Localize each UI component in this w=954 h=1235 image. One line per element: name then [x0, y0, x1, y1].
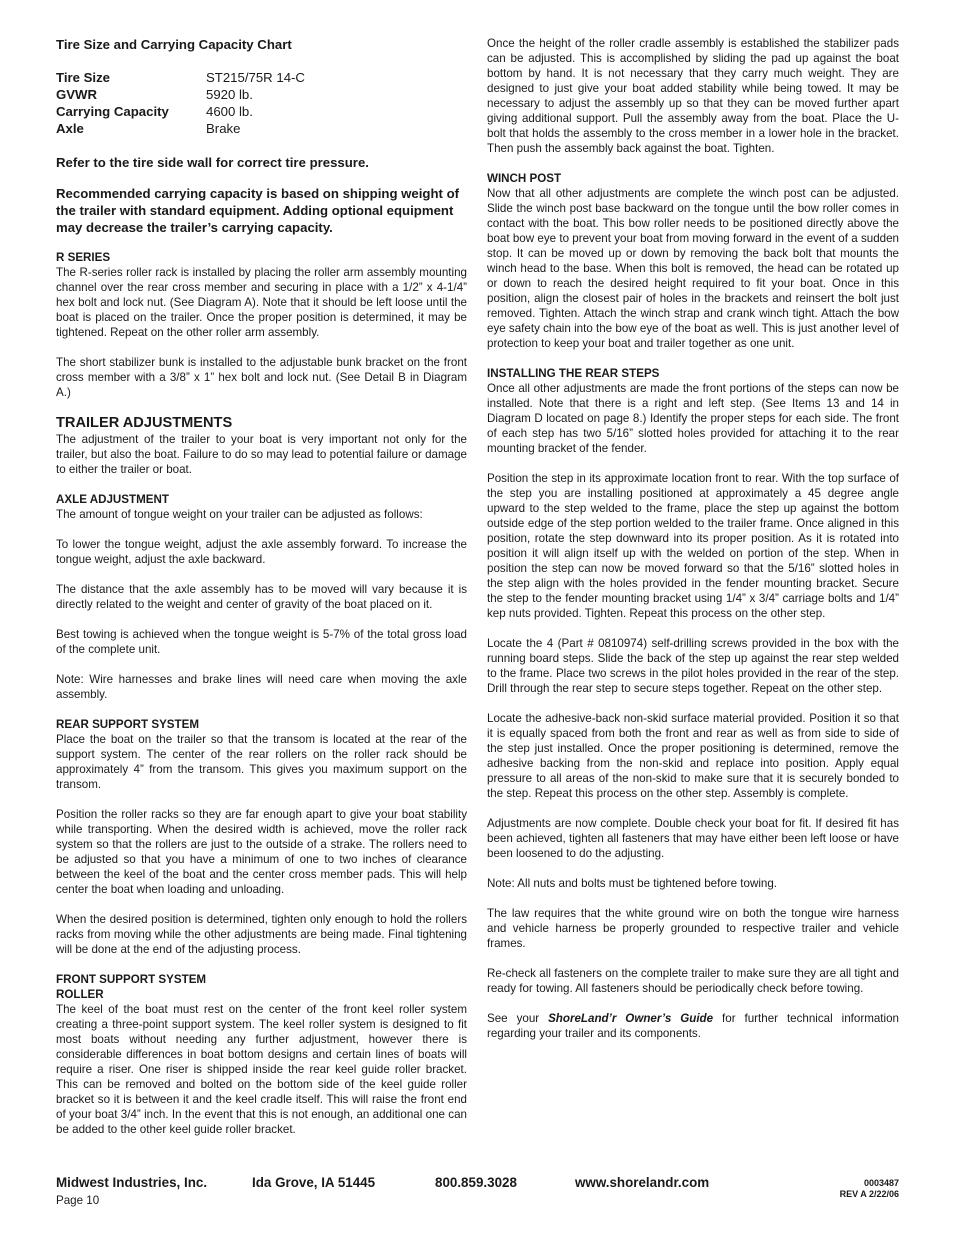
- spec-row: [56, 120, 467, 137]
- document-id: [840, 1178, 899, 1200]
- final-paragraph: Note: All nuts and bolts must be tightened before towing.: [487, 877, 778, 890]
- page-number: Page 10: [56, 1194, 100, 1207]
- spec-label: GVWR: [56, 87, 98, 102]
- axle-paragraph: Note: Wire harnesses and brake lines will need care when moving the axle assembly.: [56, 673, 467, 701]
- roller-heading: ROLLER: [56, 988, 104, 1001]
- spec-row: [56, 86, 467, 103]
- revision: REV A 2/22/06: [839, 1189, 899, 1199]
- left-column: [56, 36, 467, 1152]
- r-series-heading: R SERIES: [56, 251, 111, 264]
- rear-support-paragraph: Position the roller racks so they are far enough apart to give your boat stability while transporting. When the desired width is achieved, move the roller rack system so that the rollers are just to the outside of a strake. The rollers need to be adjusted so that you have a minimum of one to two inches of clearance between the keel of the boat and the center cross member pads. This will help center the boat when loading and unloading.: [56, 808, 467, 896]
- winch-post-paragraph: Now that all other adjustments are complete the winch post can be adjusted. Slide the winch post base backward on the tongue until the bow roller comes in contact with the boat. This bow roller needs to be positioned directly above the boat bow eye to prevent your boat from moving forward in the event of a sudden stop. It can be moved up or down by removing the back bolt that mounts the winch head to the base. When this bolt is removed, the head can be rotated up or down to reach the desired height required to fit your boat. Once in this position, align the closest pair of holes in the brackets and reinsert the bolt just removed. Tighten. Attach the winch strap and crank winch tight. Attach the bow eye safety chain into the bow eye of the boat as well. This is just another level of protection to keep your boat and trailer together as one unit.: [487, 187, 899, 350]
- axle-adjustment-heading: AXLE ADJUSTMENT: [56, 493, 169, 506]
- r-series-paragraph: The short stabilizer bunk is installed to the adjustable bunk bracket on the front cross member with a 3/8” x 1” hex bolt and lock nut. (See Detail B in Diagram A.): [56, 356, 467, 399]
- spec-value: Brake: [206, 121, 241, 136]
- roller-paragraph: The keel of the boat must rest on the center of the front keel roller system creating a three-point support system. The keel roller system is designed to fit most boats without needing any further adjustment, however there is considerable differences in boat bottom designs and certain lines of boats will require a riser. One riser is shipped inside the rear keel guide roller bracket. This can be removed and bolted on the bottom side of the keel guide roller bracket so it is between it and the keel cradle itself. This will raise the front end of your boat 3/4” inch. In the event that this is not enough, an additional one can be added to the other keel guide roller bracket.: [56, 1003, 467, 1136]
- spec-label: Tire Size: [56, 70, 110, 85]
- r-series-paragraph: The R-series roller rack is installed by placing the roller arm assembly mounting channel over the rear cross member and securing in place with a 1/2” x 4-1/4” hex bolt and lock nut. (See Diagram A). Note that it should be left loose until the boat is placed on the trailer. Once the proper position is determined, it may be tightened. Repeat on the other roller arm assembly.: [56, 266, 467, 339]
- rear-support-heading: REAR SUPPORT SYSTEM: [56, 718, 200, 731]
- final-paragraph: Adjustments are now complete. Double check your boat for fit. If desired fit has been achieved, tighten all fasteners that may have either been left loose or have been loosened to do the adjusting.: [487, 817, 899, 860]
- trailer-adjustments-paragraph: The adjustment of the trailer to your boat is very important not only for the trailer, but also the boat. Failure to do so may lead to potential failure or damage to either the trailer or boat.: [56, 433, 467, 476]
- front-support-heading: FRONT SUPPORT SYSTEM: [56, 973, 207, 986]
- final-paragraph: Re-check all fasteners on the complete trailer to make sure they are all tight and ready for towing. All fasteners should be periodically check before towing.: [487, 967, 899, 995]
- tire-spec-table: [56, 69, 467, 137]
- spec-label: Carrying Capacity: [56, 104, 169, 119]
- owners-guide-paragraph: [487, 1011, 899, 1041]
- rear-steps-paragraph: Position the step in its approximate location front to rear. With the top surface of the step you are installing positioned at approximately a 45 degree angle upward to the step welded to the frame, place the step up against the bottom outside edge of the step portion welded to the trailer frame. Once aligned in this position, rotate the step downward into its proper position. As it is rotated into position it will align itself up with the welded on portion of the step. When in position the step can now be moved forward so that the 5/16” slotted holes in the step align with the holes provided in the fender mounting bracket. Secure the step to the fender mounting bracket using 1/4” x 3/4” carriage bolts and 1/4” kep nuts provided. Tighten. Repeat this process on the other step.: [487, 472, 899, 620]
- owners-guide-title: ShoreLand’r Owner’s Guide: [548, 1012, 714, 1025]
- spec-row: [56, 103, 467, 120]
- cradle-paragraph: Once the height of the roller cradle assembly is established the stabilizer pads can be adjusted. This is accomplished by sliding the pad up against the boat bottom by hand. It is not necessary that they carry much weight. They are designed to just give your boat added stability while being towed. It may be necessary to adjust the assembly up so that they can be moved further apart giving additional support. Pull the assembly away from the boat. Place the U-bolt that holds the assembly to the cross member in a lower hole in the bracket. Then push the assembly back against the boat. Tighten.: [487, 37, 899, 155]
- capacity-note: Recommended carrying capacity is based on shipping weight of the trailer with standard equipment. Adding optional equipment may decrease the trailer’s carrying capacity.: [56, 186, 460, 235]
- spec-label: Axle: [56, 121, 84, 136]
- page-footer: [56, 1175, 899, 1215]
- rear-steps-heading: INSTALLING THE REAR STEPS: [487, 367, 660, 380]
- trailer-adjustments-heading: TRAILER ADJUSTMENTS: [56, 415, 233, 431]
- guide-prefix: See your: [487, 1012, 549, 1025]
- right-column: [487, 36, 899, 1056]
- footer-city: Ida Grove, IA 51445: [252, 1175, 376, 1190]
- spec-value: ST215/75R 14-C: [206, 70, 305, 85]
- spec-value: 5920 lb.: [206, 87, 253, 102]
- footer-phone: 800.859.3028: [435, 1175, 517, 1190]
- rear-steps-paragraph: Locate the adhesive-back non-skid surface material provided. Position it so that it is equally spaced from both the front and rear as well as from side to side of the step just installed. Once the proper positioning is determined, remove the adhesive backing from the non-skid and replace into position. Apply equal pressure to all areas of the non-skid to make sure that it is securely bonded to the step. Repeat this process on the other step. Assembly is complete.: [487, 712, 899, 800]
- rear-support-paragraph: When the desired position is determined, tighten only enough to hold the rollers racks from moving while the other adjustments are being made. Final tightening will be done at the end of the adjusting process.: [56, 913, 467, 956]
- axle-paragraph: The distance that the axle assembly has to be moved will vary because it is directly related to the weight and center of gravity of the boat placed on it.: [56, 583, 467, 611]
- winch-post-heading: WINCH POST: [487, 172, 562, 185]
- spec-row: [56, 69, 467, 86]
- footer-website[interactable]: www.shorelandr.com: [575, 1175, 710, 1190]
- chart-title: Tire Size and Carrying Capacity Chart: [56, 37, 292, 52]
- spec-value: 4600 lb.: [206, 104, 253, 119]
- footer-company: Midwest Industries, Inc.: [56, 1175, 208, 1190]
- doc-number: 0003487: [863, 1178, 899, 1188]
- tire-pressure-note: Refer to the tire side wall for correct tire pressure.: [56, 155, 369, 170]
- rear-steps-paragraph: Locate the 4 (Part # 0810974) self-drilling screws provided in the box with the running board steps. Slide the back of the step up against the rear step welded to the frame. Place two screws in the pilot holes provided in the rear of the step. Drill through the rear step to secure steps together. Repeat on the other step.: [487, 637, 899, 695]
- rear-steps-paragraph: Once all other adjustments are made the front portions of the steps can now be installed. Note that there is a right and left step. (See Items 13 and 14 in Diagram D located on page 8.) Identify the proper steps for each side. The front of each step has two 5/16” slotted holes provided for attaching it to the rear mounting bracket of the fender.: [487, 382, 899, 455]
- guide-suffix: for further technical information regarding your trailer and its components.: [487, 1012, 900, 1040]
- axle-paragraph: Best towing is achieved when the tongue weight is 5-7% of the total gross load of the complete unit.: [56, 628, 467, 656]
- final-paragraph: The law requires that the white ground wire on both the tongue wire harness and vehicle harness be properly grounded to respective trailer and vehicle frames.: [487, 907, 899, 950]
- axle-paragraph: The amount of tongue weight on your trailer can be adjusted as follows:: [56, 508, 423, 521]
- axle-paragraph: To lower the tongue weight, adjust the axle assembly forward. To increase the tongue weight, adjust the axle backward.: [56, 538, 467, 566]
- rear-support-paragraph: Place the boat on the trailer so that the transom is located at the rear of the support system. The center of the rear rollers on the roller rack should be approximately 4” from the transom. This gives you maximum support on the transom.: [56, 733, 467, 791]
